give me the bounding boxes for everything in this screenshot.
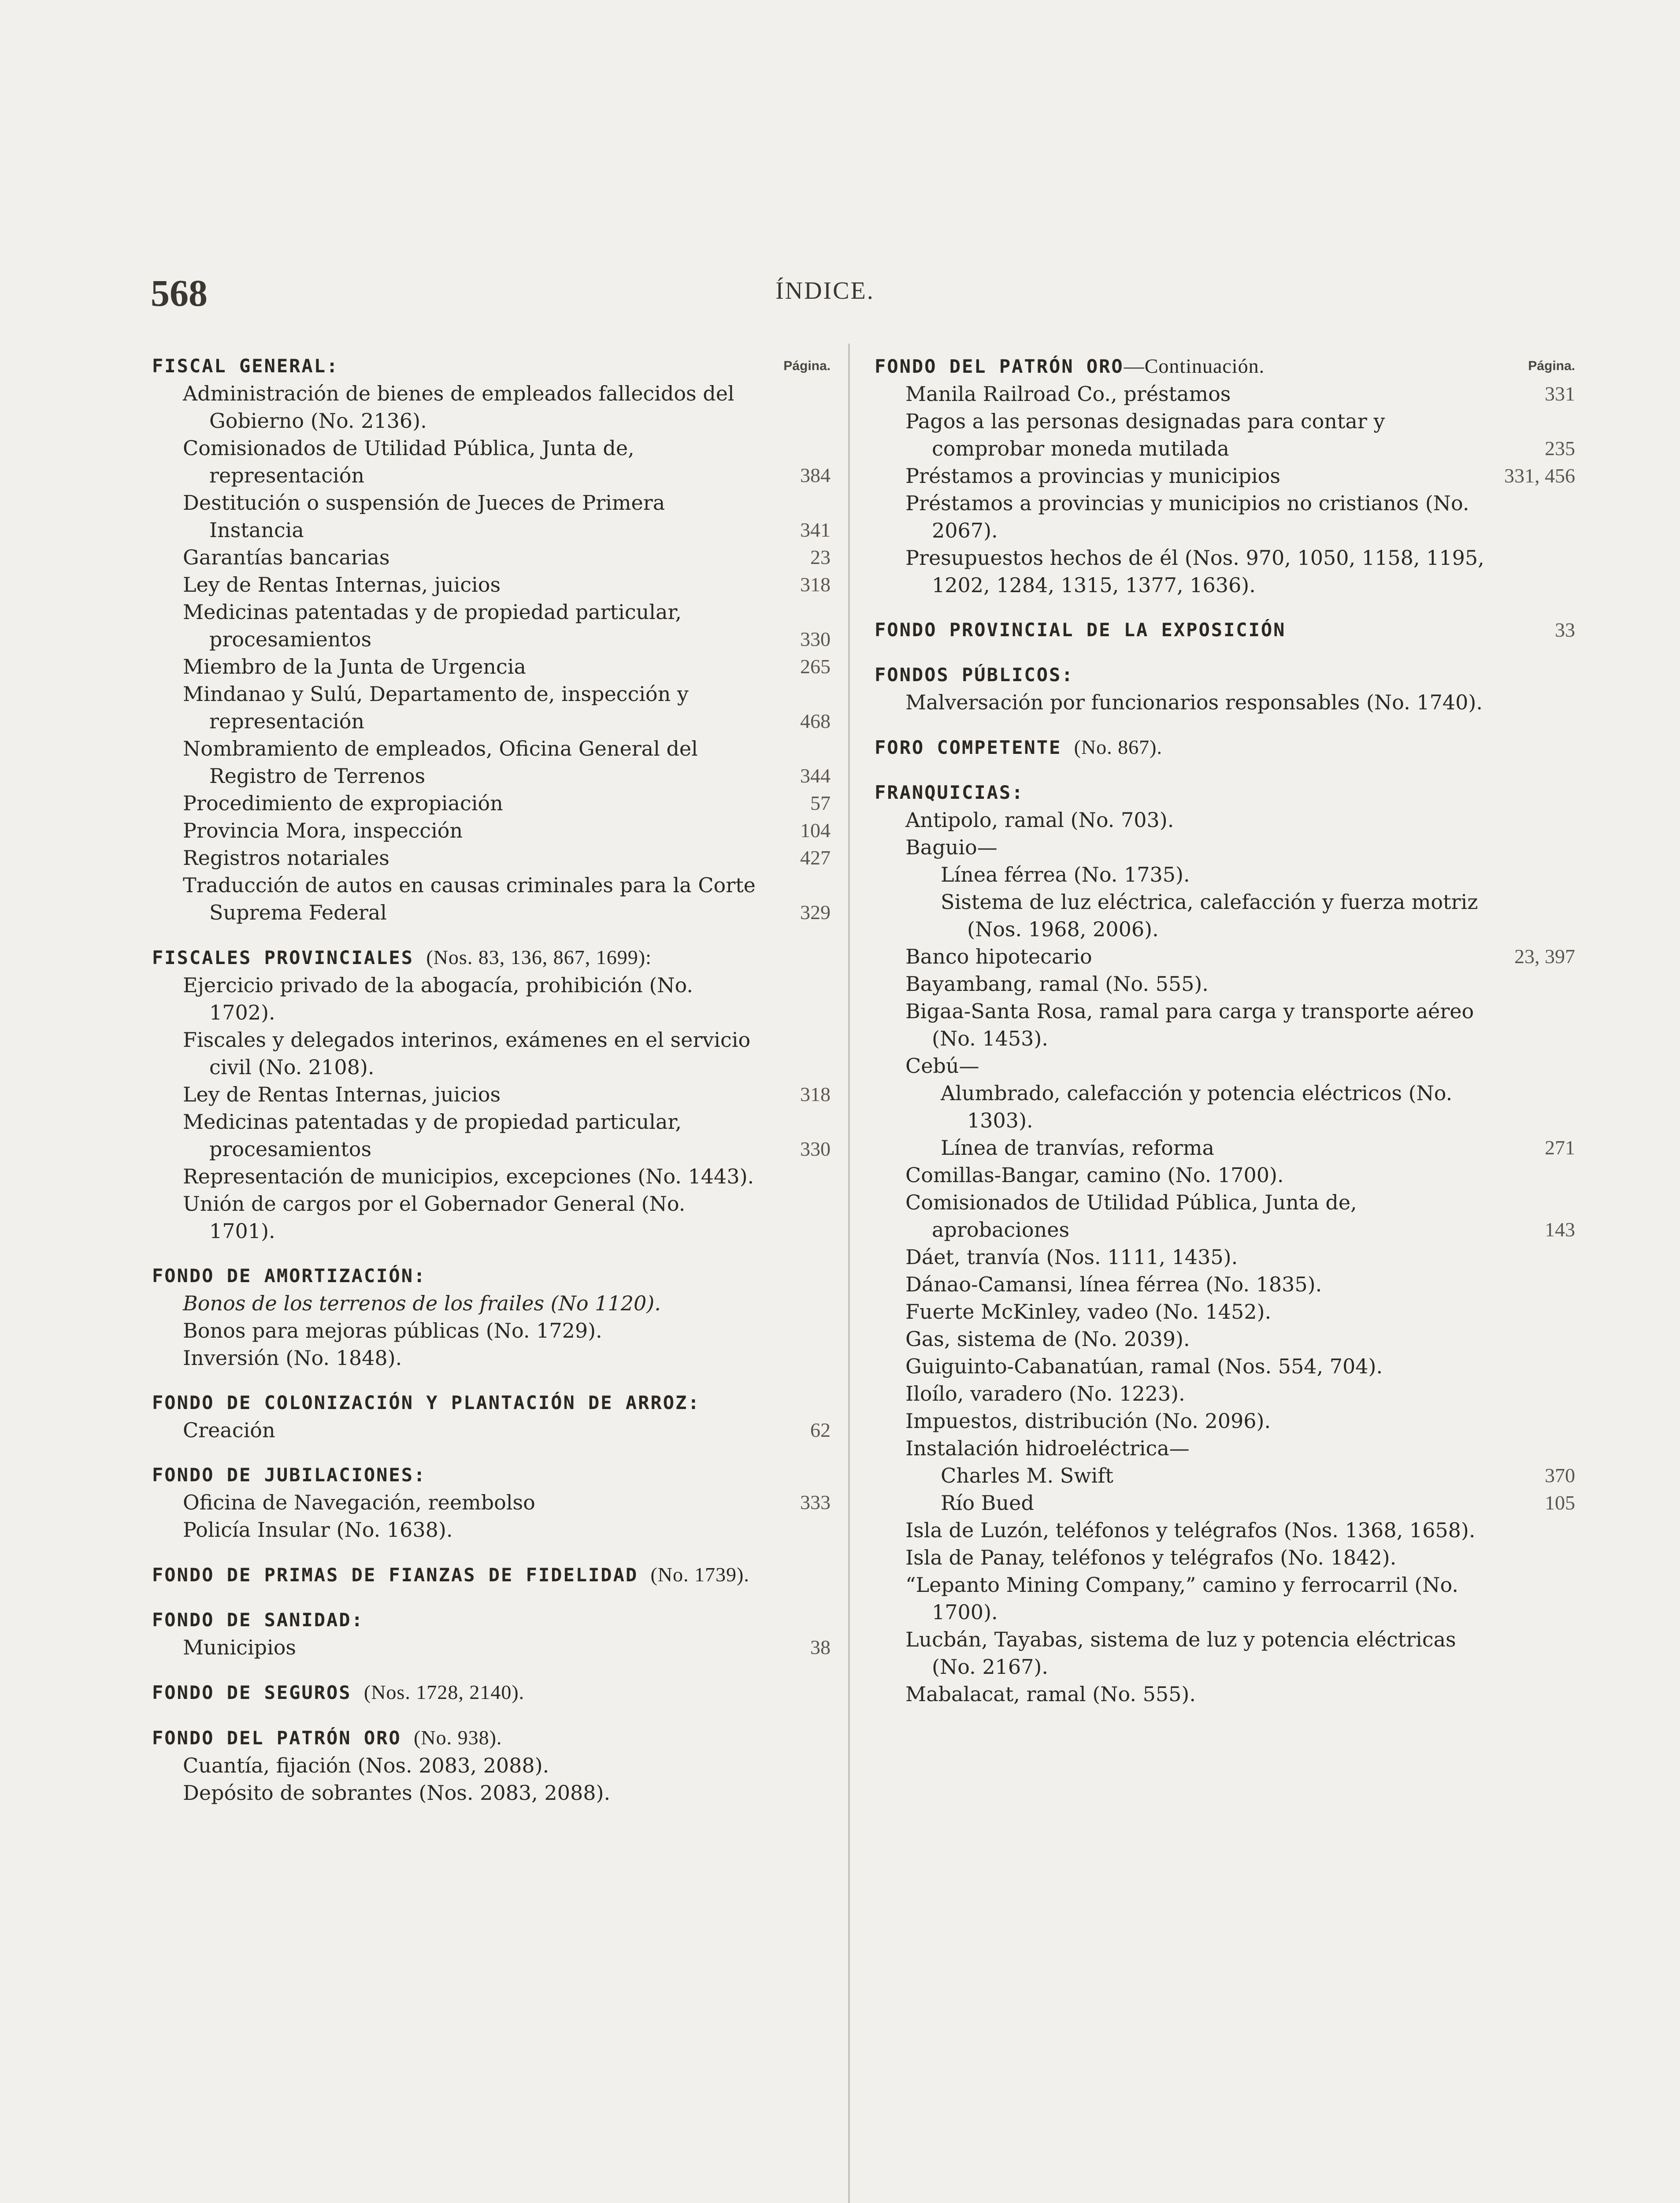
page-column-label: Página. [783,359,831,373]
entry-text: Guiguinto-Cabanatúan, ramal (Nos. 554, 704). [905,1354,1383,1378]
entry-text: Charles M. Swift [941,1464,1113,1487]
entry-text: Pagos a las personas designadas para contar y comprobar moneda mutilada [905,409,1385,460]
index-entry [152,1026,831,1081]
index-entry [875,1243,1575,1271]
page-number: 568 [151,272,208,314]
page-reference: 331 [1545,382,1575,405]
index-entry [152,1163,831,1190]
entry-text: Unión de cargos por el Gobernador General (No. 1701). [183,1192,686,1243]
entry-text: Presupuestos hechos de él (Nos. 970, 1050, 1158, 1195, 1202, 1284, 1315, 1377, 1636). [905,546,1484,597]
index-entry [875,544,1575,599]
index-heading [152,1679,831,1706]
entry-text: Isla de Panay, teléfonos y telégrafos (No. 1842). [905,1546,1397,1569]
index-heading [152,1389,831,1417]
page-reference: 23 [810,546,831,568]
index-subentry [875,1079,1575,1134]
page-reference: 330 [800,628,831,650]
heading-continuation: —Continuación. [1124,355,1265,377]
index-entry [875,1161,1575,1189]
index-heading [152,1262,831,1290]
index-column-right [875,352,1575,1708]
page-reference: 33 [1555,619,1575,641]
entry-text: Baguio— [905,835,998,859]
entry-text: Comisionados de Utilidad Pública, Junta de, representación [183,436,634,487]
entry-text: Ejercicio privado de la abogacía, prohibición (No. 1702). [183,973,694,1024]
index-entry [875,1271,1575,1298]
index-entry [875,1380,1575,1407]
index-entry [152,1417,831,1444]
index-entry [152,1290,831,1317]
index-heading-text: FONDO DEL PATRÓN ORO [875,356,1124,377]
index-entry [875,1298,1575,1325]
entry-text: Antipolo, ramal (No. 703). [905,808,1174,832]
index-heading-text: FRANQUICIAS: [875,782,1024,803]
entry-text: Representación de municipios, excepciones (No. 1443). [183,1165,754,1188]
index-entry [152,653,831,680]
entry-text: Ley de Rentas Internas, juicios [183,1083,501,1106]
index-entry [875,1626,1575,1680]
index-entry [875,1544,1575,1571]
page-reference: 344 [800,764,831,787]
entry-text: Mabalacat, ramal (No. 555). [905,1682,1196,1706]
index-entry [152,1190,831,1245]
entry-text: Garantías bancarias [183,545,390,569]
entry-text: Préstamos a provincias y municipios [905,464,1280,488]
index-entry [152,1634,831,1661]
entry-text: Comisionados de Utilidad Pública, Junta de, aprobaciones [905,1191,1357,1242]
entry-text: Miembro de la Junta de Urgencia [183,655,526,679]
page-reference: 330 [800,1138,831,1160]
entry-text: Municipios [183,1636,296,1659]
index-entry [152,972,831,1026]
index-heading-text: FORO COMPETENTE [875,737,1062,758]
entry-text: Río Bued [941,1491,1034,1515]
index-entry [875,462,1575,490]
index-heading [152,944,831,972]
page-reference: 23, 397 [1514,945,1575,968]
index-entry [875,689,1575,716]
entry-text: Depósito de sobrantes (Nos. 2083, 2088). [183,1781,611,1805]
index-entry [875,1517,1575,1544]
entry-text: Dáet, tranvía (Nos. 1111, 1435). [905,1245,1238,1269]
entry-text: Gas, sistema de (No. 2039). [905,1327,1190,1351]
index-entry [875,408,1575,462]
index-heading-text: FONDO DE COLONIZACIÓN Y PLANTACIÓN DE ARROZ: [152,1392,701,1413]
index-entry [152,1344,831,1372]
entry-text: Oficina de Navegación, reembolso [183,1491,535,1514]
index-entry [875,1325,1575,1353]
index-entry [152,380,831,434]
page-reference: 318 [800,573,831,596]
page-reference: 333 [800,1491,831,1513]
index-heading-text: FONDOS PÚBLICOS: [875,664,1074,686]
entry-text: Isla de Luzón, teléfonos y telégrafos (Nos. 1368, 1658). [905,1518,1476,1542]
index-heading-text: FISCALES PROVINCIALES [152,947,414,968]
index-entry [152,1779,831,1806]
index-entry [152,844,831,872]
index-entry [152,598,831,653]
index-subentry [875,1489,1575,1517]
index-heading-text: FONDO DE AMORTIZACIÓN: [152,1265,426,1287]
page-reference: 143 [1545,1218,1575,1241]
entry-text: Fuerte McKinley, vadeo (No. 1452). [905,1300,1272,1324]
index-heading [875,661,1575,689]
index-subentry [875,861,1575,888]
index-entry [152,1081,831,1108]
entry-text: Ley de Rentas Internas, juicios [183,573,501,597]
index-entry [875,1435,1575,1462]
index-entry [152,1108,831,1163]
entry-text: Dánao-Camansi, línea férrea (No. 1835). [905,1272,1322,1296]
index-subentry [875,1462,1575,1489]
index-entry [152,434,831,489]
index-entry [875,806,1575,834]
entry-text: Procedimiento de expropiación [183,791,503,815]
index-entry [152,817,831,844]
index-heading-text: FONDO PROVINCIAL DE LA EXPOSICIÓN [875,619,1286,641]
index-heading-text: FISCAL GENERAL: [152,355,339,377]
index-entry [875,834,1575,861]
index-subentry [875,1134,1575,1161]
entry-text: Destitución o suspensión de Jueces de Primera Instancia [183,491,665,542]
index-entry [152,544,831,571]
page-reference: 331, 456 [1504,464,1575,487]
index-heading [152,1606,831,1634]
column-divider [848,344,850,2203]
index-heading [152,1561,831,1589]
entry-text: Iloílo, varadero (No. 1223). [905,1382,1185,1406]
page-reference: 427 [800,846,831,869]
entry-text: Cebú— [905,1054,979,1078]
page-reference: 104 [800,819,831,842]
index-entry [875,1052,1575,1079]
index-entry [875,1571,1575,1626]
index-heading [875,734,1575,761]
index-entry [152,1317,831,1344]
index-entry [152,571,831,598]
entry-text: Administración de bienes de empleados fallecidos del Gobierno (No. 2136). [183,382,734,433]
entry-text: Bonos para mejoras públicas (No. 1729). [183,1319,602,1343]
index-heading [875,616,1575,644]
heading-reference: (Nos. 83, 136, 867, 1699): [426,946,652,968]
entry-text: Sistema de luz eléctrica, calefacción y fuerza motriz (Nos. 1968, 2006). [941,890,1478,941]
entry-text: Medicinas patentadas y de propiedad particular, procesamientos [183,1110,682,1161]
page-reference: 62 [810,1419,831,1441]
heading-reference: (Nos. 1728, 2140). [363,1681,525,1703]
entry-text: Provincia Mora, inspección [183,819,463,842]
page-reference: 468 [800,710,831,732]
entry-text: Comillas-Bangar, camino (No. 1700). [905,1163,1284,1187]
entry-text: Línea férrea (No. 1735). [941,863,1190,886]
entry-text: Malversación por funcionarios responsables (No. 1740). [905,690,1483,714]
page-reference: 105 [1545,1491,1575,1514]
index-heading [152,1724,831,1752]
entry-text: Traducción de autos en causas criminales para la Corte Suprema Federal [183,873,756,924]
entry-text: Nombramiento de empleados, Oficina General del Registro de Terrenos [183,737,698,788]
page-reference: 384 [800,464,831,486]
heading-reference: (No. 938). [414,1726,502,1749]
entry-text: “Lepanto Mining Company,” camino y ferrocarril (No. 1700). [905,1573,1458,1624]
index-column-left [152,352,831,1806]
index-entry [152,1516,831,1543]
index-heading [152,1461,831,1489]
page-reference: 329 [800,901,831,923]
index-heading-text: FONDO DE PRIMAS DE FIANZAS DE FIDELIDAD [152,1564,638,1586]
index-entry [875,1353,1575,1380]
index-entry [152,872,831,926]
index-heading [875,779,1575,806]
entry-text: Préstamos a provincias y municipios no cristianos (No. 2067). [905,491,1469,542]
entry-text: Banco hipotecario [905,945,1092,968]
index-heading [152,352,831,380]
entry-text: Medicinas patentadas y de propiedad particular, procesamientos [183,600,682,651]
page-reference: 38 [810,1636,831,1658]
heading-reference: (No. 867). [1074,736,1162,758]
index-heading-text: FONDO DE SEGUROS [152,1682,352,1703]
index-entry [875,1680,1575,1708]
entry-text: Inversión (No. 1848). [183,1346,402,1370]
entry-text: Fiscales y delegados interinos, exámenes en el servicio civil (No. 2108). [183,1028,751,1079]
index-subentry [875,888,1575,943]
index-entry [152,790,831,817]
entry-text: Creación [183,1418,275,1442]
entry-text: Bonos de los terrenos de los frailes (No 1120). [183,1291,661,1315]
index-entry [152,489,831,544]
index-entry [875,380,1575,408]
entry-text: Policía Insular (No. 1638). [183,1518,453,1542]
index-entry [152,680,831,735]
index-entry [875,1407,1575,1435]
index-heading-text: FONDO DEL PATRÓN ORO [152,1727,401,1749]
page-title: ÍNDICE. [775,277,875,304]
entry-text: Manila Railroad Co., préstamos [905,382,1231,406]
index-entry [875,943,1575,970]
index-entry [875,490,1575,544]
entry-text: Bayambang, ramal (No. 555). [905,972,1209,996]
index-heading-text: FONDO DE JUBILACIONES: [152,1464,426,1486]
page-reference: 57 [810,792,831,814]
index-entry [152,735,831,790]
entry-text: Bigaa-Santa Rosa, ramal para carga y transporte aéreo (No. 1453). [905,999,1474,1050]
entry-text: Cuantía, fijación (Nos. 2083, 2088). [183,1754,549,1777]
page-reference: 235 [1545,437,1575,460]
page-reference: 370 [1545,1464,1575,1487]
entry-text: Registros notariales [183,846,389,870]
index-entry [152,1489,831,1516]
index-entry [875,1189,1575,1243]
entry-text: Línea de tranvías, reforma [941,1136,1214,1160]
index-heading [875,352,1575,380]
entry-text: Impuestos, distribución (No. 2096). [905,1409,1271,1433]
entry-text: Lucbán, Tayabas, sistema de luz y potencia eléctricas (No. 2167). [905,1628,1456,1679]
index-heading-text: FONDO DE SANIDAD: [152,1609,364,1631]
page-reference: 265 [800,655,831,678]
entry-text: Mindanao y Sulú, Departamento de, inspección y representación [183,682,689,733]
index-entry [875,998,1575,1052]
page-reference: 318 [800,1083,831,1105]
entry-text: Instalación hidroeléctrica— [905,1436,1190,1460]
entry-text: Alumbrado, calefacción y potencia eléctricos (No. 1303). [941,1081,1453,1132]
page-reference: 341 [800,519,831,541]
page-reference: 271 [1545,1136,1575,1159]
heading-reference: (No. 1739). [650,1563,749,1586]
page-column-label: Página. [1528,359,1575,373]
index-entry [875,970,1575,998]
index-entry [152,1752,831,1779]
